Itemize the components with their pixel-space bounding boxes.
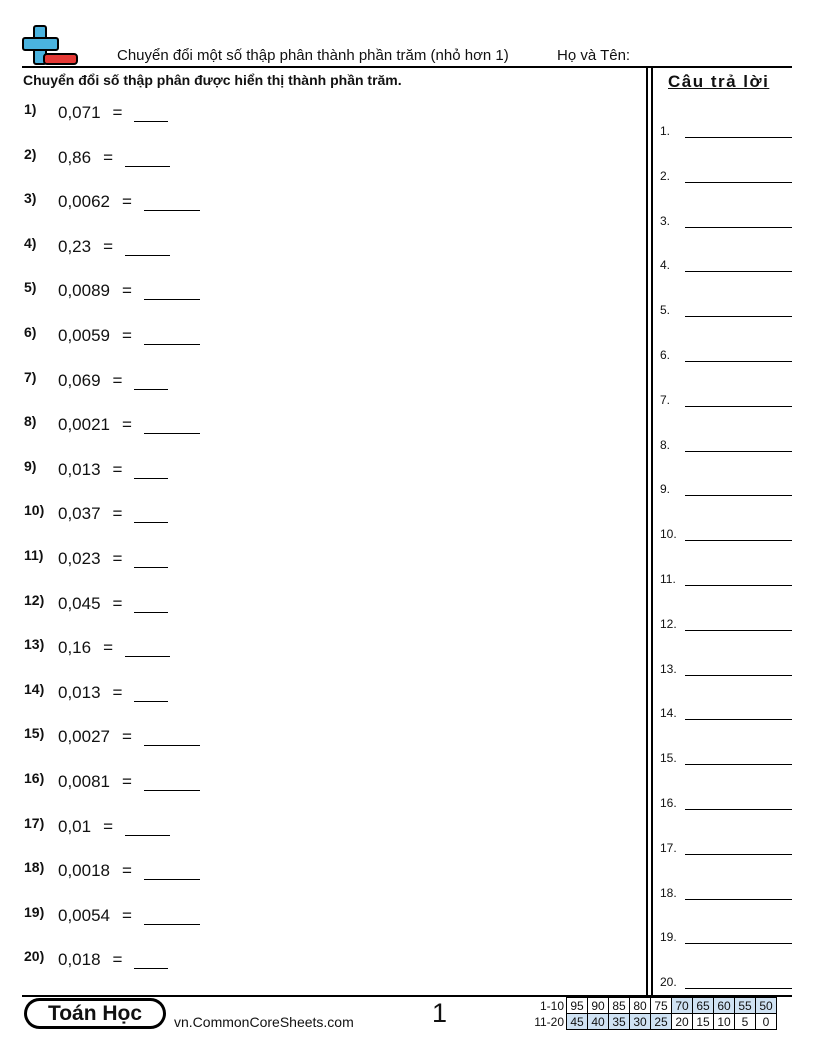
problem-item	[24, 413, 200, 435]
problem-value: 0,0021	[58, 415, 110, 435]
answer-row	[660, 617, 792, 635]
problem-number: 10)	[24, 502, 45, 519]
problem-value: 0,018	[58, 950, 101, 970]
problem-number: 5)	[24, 279, 37, 296]
equals-sign: =	[122, 727, 132, 747]
site-url: vn.CommonCoreSheets.com	[174, 1014, 354, 1030]
answer-number: 18.	[660, 885, 677, 900]
problem-number: 11)	[24, 547, 44, 563]
answer-blank[interactable]	[144, 324, 200, 345]
problem-item	[24, 770, 200, 792]
answer-number: 4.	[660, 258, 671, 273]
problem-number: 8)	[24, 413, 37, 430]
answer-row	[660, 751, 792, 769]
answer-line[interactable]	[685, 316, 792, 317]
problem-number: 3)	[24, 190, 37, 207]
answer-row	[660, 527, 792, 545]
problem-item	[24, 502, 168, 524]
problem-number: 13)	[24, 636, 45, 653]
equals-sign: =	[112, 950, 123, 970]
problem-item	[24, 547, 168, 569]
problem-item	[24, 279, 200, 301]
answer-blank[interactable]	[134, 369, 168, 390]
answer-line[interactable]	[685, 764, 792, 765]
equals-sign: =	[122, 326, 132, 345]
brand-badge	[24, 998, 166, 1029]
problem-value: 0,071	[58, 103, 101, 122]
score-cell: 40	[588, 1014, 609, 1030]
score-cell: 45	[567, 1014, 588, 1030]
problem-item	[24, 815, 170, 837]
problem-value: 0,069	[58, 370, 101, 390]
answer-line[interactable]	[685, 988, 792, 989]
answer-row	[660, 796, 792, 814]
score-cell: 80	[630, 998, 651, 1014]
answer-row	[660, 169, 792, 187]
problem-item	[24, 904, 200, 926]
problem-number: 14)	[24, 680, 45, 697]
problem-item	[24, 369, 168, 391]
answer-line[interactable]	[685, 719, 792, 720]
header-divider	[22, 66, 792, 68]
problem-item	[24, 458, 168, 480]
problem-value: 0,0062	[58, 192, 110, 212]
equals-sign: =	[112, 549, 123, 568]
answer-row	[660, 886, 792, 904]
equals-sign: =	[103, 236, 114, 256]
answer-blank[interactable]	[134, 592, 168, 613]
answer-blank[interactable]	[144, 190, 200, 211]
problem-number: 7)	[24, 368, 37, 385]
score-cell: 10	[714, 1014, 735, 1030]
problem-value: 0,86	[58, 147, 92, 167]
answer-blank[interactable]	[125, 815, 170, 836]
problem-number: 18)	[24, 859, 45, 876]
answer-row	[660, 438, 792, 456]
equals-sign: =	[122, 772, 132, 791]
answer-number: 14.	[660, 706, 677, 721]
answer-row	[660, 258, 792, 276]
answer-number: 3.	[660, 213, 671, 228]
answer-line[interactable]	[685, 585, 792, 586]
score-cell: 70	[672, 998, 693, 1014]
score-table	[530, 997, 777, 1030]
answer-row	[660, 572, 792, 590]
answer-blank[interactable]	[134, 681, 168, 702]
problem-number: 20)	[24, 948, 45, 965]
score-cell: 55	[735, 998, 756, 1014]
answers-heading: Câu trả lời	[668, 72, 770, 91]
score-row-label: 11-20	[534, 1014, 564, 1029]
problem-item	[24, 681, 168, 703]
problem-value: 0,0054	[58, 905, 110, 925]
score-cell: 25	[651, 1014, 672, 1030]
score-cell: 20	[672, 1014, 693, 1030]
answer-blank[interactable]	[125, 636, 170, 657]
equals-sign: =	[122, 861, 132, 881]
answer-line[interactable]	[685, 809, 792, 810]
problem-number: 1)	[24, 101, 37, 117]
equals-sign: =	[103, 816, 114, 836]
brand-label: Toán Học	[27, 1001, 163, 1026]
problem-value: 0,013	[58, 459, 101, 479]
problem-number: 12)	[24, 591, 45, 608]
answer-line[interactable]	[685, 182, 792, 183]
answer-row	[660, 124, 792, 142]
equals-sign: =	[122, 281, 132, 301]
problem-value: 0,23	[58, 236, 92, 256]
answer-row	[660, 393, 792, 411]
problem-item	[24, 592, 168, 614]
answer-blank[interactable]	[134, 547, 168, 568]
answer-number: 6.	[660, 348, 671, 362]
problem-item	[24, 636, 170, 658]
score-cell: 50	[756, 998, 777, 1014]
problem-value: 0,0059	[58, 326, 110, 345]
problem-item	[24, 948, 168, 970]
answer-row	[660, 841, 792, 859]
plus-minus-logo-icon	[22, 24, 80, 68]
score-cell: 35	[609, 1014, 630, 1030]
answer-blank[interactable]	[125, 235, 170, 256]
answer-line[interactable]	[685, 943, 792, 944]
score-cell: 75	[651, 998, 672, 1014]
problem-value: 0,16	[58, 638, 92, 658]
answer-number: 1.	[660, 124, 671, 138]
answer-blank[interactable]	[134, 502, 168, 523]
answer-line[interactable]	[685, 271, 792, 272]
score-cell: 95	[567, 998, 588, 1014]
answer-blank[interactable]	[134, 101, 168, 122]
problem-item	[24, 859, 200, 881]
answer-line[interactable]	[685, 137, 792, 138]
problem-item	[24, 235, 170, 257]
answer-number: 20.	[660, 975, 677, 990]
equals-sign: =	[103, 147, 114, 167]
problem-value: 0,045	[58, 593, 101, 613]
answer-number: 11.	[660, 572, 676, 586]
problem-value: 0,023	[58, 549, 101, 568]
score-cell: 0	[756, 1014, 777, 1030]
score-row	[530, 1014, 777, 1030]
worksheet-title: Chuyển đổi một số thập phân thành phần trăm (nhỏ hơn 1)	[117, 47, 509, 64]
answer-blank[interactable]	[125, 146, 170, 167]
answer-number: 10.	[660, 527, 677, 542]
answer-blank[interactable]	[134, 948, 168, 969]
equals-sign: =	[122, 192, 132, 212]
answer-line[interactable]	[685, 675, 792, 676]
answer-line[interactable]	[685, 451, 792, 452]
answer-line[interactable]	[685, 540, 792, 541]
answer-number: 5.	[660, 303, 671, 318]
score-cell: 65	[693, 998, 714, 1014]
column-divider	[646, 68, 648, 995]
answer-row	[660, 482, 792, 500]
problem-number: 16)	[24, 770, 45, 786]
score-cell: 60	[714, 998, 735, 1014]
answer-row	[660, 214, 792, 232]
equals-sign: =	[103, 638, 114, 658]
problem-item	[24, 725, 200, 747]
score-cell: 30	[630, 1014, 651, 1030]
answer-blank[interactable]	[144, 904, 200, 925]
problem-value: 0,013	[58, 682, 101, 702]
equals-sign: =	[112, 370, 123, 390]
problem-value: 0,0018	[58, 861, 110, 881]
equals-sign: =	[112, 504, 123, 524]
answer-blank[interactable]	[144, 859, 200, 880]
answer-blank[interactable]	[134, 458, 168, 479]
answer-row	[660, 303, 792, 321]
instruction-text: Chuyển đổi số thập phân được hiển thị thành phần trăm.	[23, 72, 402, 88]
answer-blank[interactable]	[144, 725, 200, 746]
answer-number: 17.	[660, 840, 677, 855]
answer-line[interactable]	[685, 406, 792, 407]
answer-line[interactable]	[685, 361, 792, 362]
answer-row	[660, 706, 792, 724]
score-cell: 5	[735, 1014, 756, 1030]
answer-line[interactable]	[685, 630, 792, 631]
page-number: 1	[432, 998, 448, 1028]
answer-line[interactable]	[685, 227, 792, 228]
problem-item	[24, 146, 170, 168]
score-row	[530, 998, 777, 1014]
problem-number: 19)	[24, 903, 45, 920]
problem-number: 2)	[24, 145, 37, 162]
answer-number: 9.	[660, 482, 671, 497]
problem-value: 0,0081	[58, 772, 110, 791]
column-divider	[651, 68, 653, 995]
answer-number: 7.	[660, 392, 671, 407]
answer-number: 8.	[660, 437, 671, 452]
problem-number: 15)	[24, 725, 45, 742]
answer-number: 15.	[660, 751, 677, 766]
problem-number: 9)	[24, 457, 37, 474]
equals-sign: =	[112, 459, 123, 479]
score-row-label: 1-10	[539, 998, 564, 1013]
equals-sign: =	[112, 682, 123, 702]
answer-line[interactable]	[685, 854, 792, 855]
problem-number: 6)	[24, 324, 37, 340]
equals-sign: =	[122, 415, 132, 435]
answer-number: 16.	[660, 796, 677, 810]
answer-blank[interactable]	[144, 279, 200, 300]
answer-number: 13.	[660, 661, 677, 676]
answer-line[interactable]	[685, 899, 792, 900]
answer-row	[660, 348, 792, 366]
answer-row	[660, 930, 792, 948]
answer-row	[660, 662, 792, 680]
answer-row	[660, 975, 792, 993]
problem-value: 0,0027	[58, 727, 110, 747]
score-cell: 90	[588, 998, 609, 1014]
problem-value: 0,037	[58, 504, 101, 524]
answer-blank[interactable]	[144, 770, 200, 791]
answer-number: 19.	[660, 930, 677, 945]
answer-number: 12.	[660, 616, 677, 631]
equals-sign: =	[122, 905, 132, 925]
problem-number: 17)	[24, 814, 45, 831]
answer-number: 2.	[660, 168, 671, 183]
problem-item	[24, 324, 200, 346]
score-cell: 85	[609, 998, 630, 1014]
problem-item	[24, 101, 168, 123]
name-label: Họ và Tên:	[557, 47, 631, 64]
score-cell: 15	[693, 1014, 714, 1030]
problem-number: 4)	[24, 234, 37, 251]
answer-line[interactable]	[685, 495, 792, 496]
problem-item	[24, 190, 200, 212]
equals-sign: =	[112, 103, 123, 122]
equals-sign: =	[112, 593, 123, 613]
problem-value: 0,0089	[58, 281, 110, 301]
problem-value: 0,01	[58, 816, 92, 836]
answer-blank[interactable]	[144, 413, 200, 434]
